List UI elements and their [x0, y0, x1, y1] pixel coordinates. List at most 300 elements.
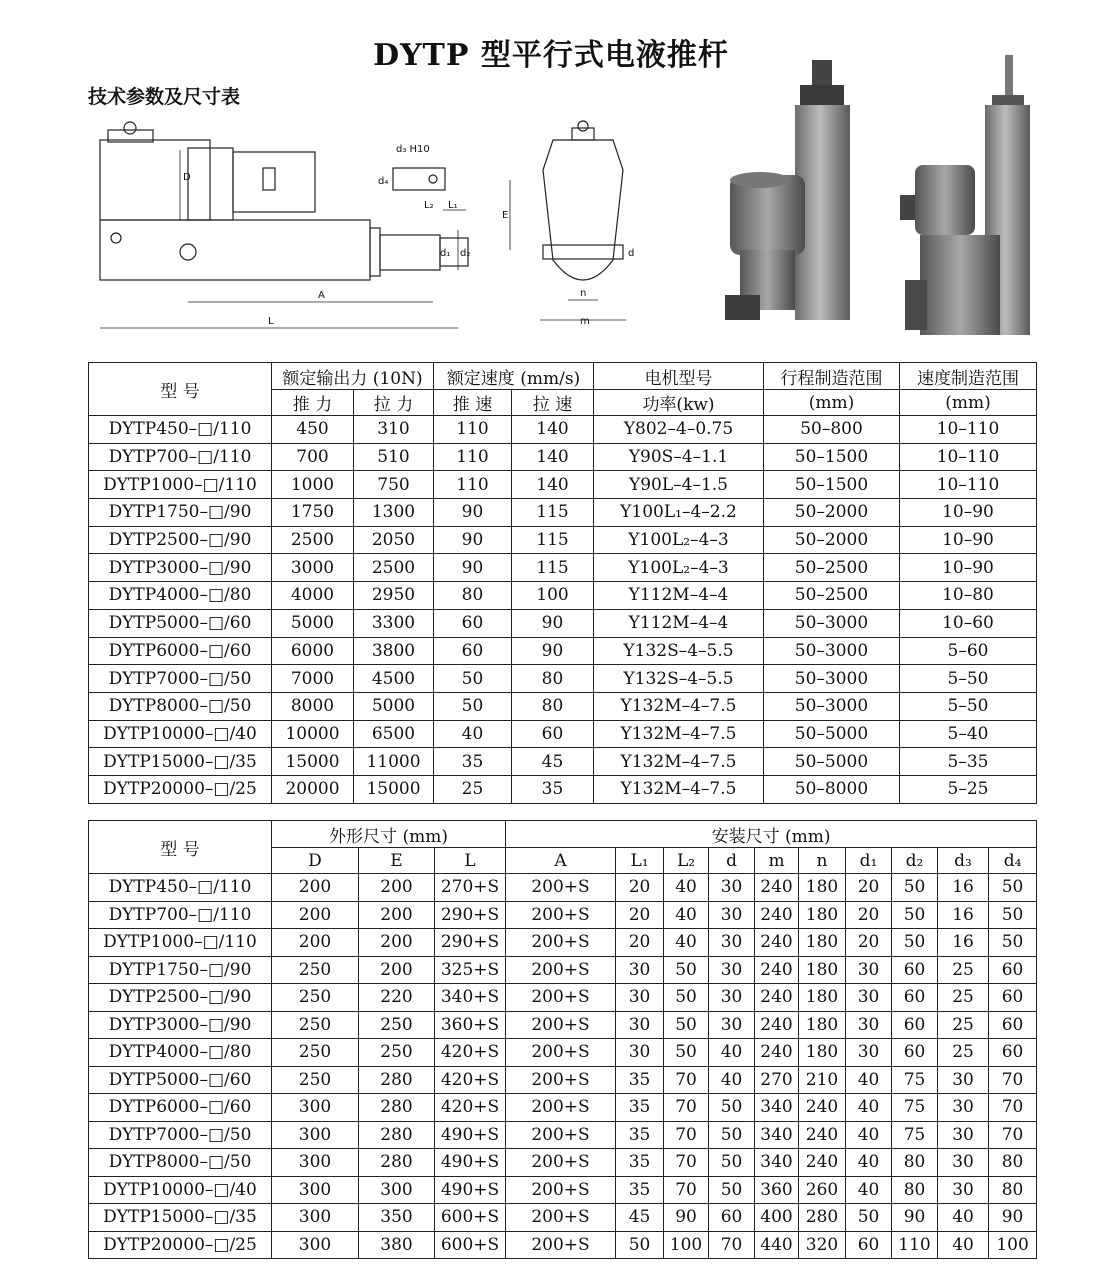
cell-dim-7: 60 — [709, 1204, 755, 1232]
cell-dim-9: 240 — [799, 1149, 846, 1177]
cell-dim-9: 240 — [799, 1094, 846, 1122]
cell-dim-7: 50 — [709, 1149, 755, 1177]
table-row — [89, 471, 1037, 499]
dimension-table-body — [89, 874, 1037, 1259]
cell-dim-8: 270 — [755, 1066, 799, 1094]
cell-pull-speed: 80 — [512, 692, 594, 720]
cell-dim-9: 180 — [799, 929, 846, 957]
cell-dim-3: 490+S — [435, 1149, 506, 1177]
cell-dim-6: 40 — [664, 874, 709, 902]
table-row — [89, 1149, 1037, 1177]
cell-dim-7: 40 — [709, 1066, 755, 1094]
cell-dim-8: 240 — [755, 901, 799, 929]
cell-dim-11: 60 — [892, 956, 938, 984]
table-row — [89, 956, 1037, 984]
cell-pull-force: 15000 — [354, 775, 434, 803]
cell-dim-11: 60 — [892, 984, 938, 1012]
cell-push-speed: 110 — [434, 443, 512, 471]
table-row — [89, 720, 1037, 748]
cell-dim-4: 200+S — [506, 956, 616, 984]
table-row — [89, 665, 1037, 693]
section-subtitle: 技术参数及尺寸表 — [88, 86, 241, 108]
cell-dim-6: 50 — [664, 956, 709, 984]
cell-model: DYTP4000–□/80 — [89, 1039, 272, 1067]
cell-dim-5: 30 — [616, 1011, 664, 1039]
cell-dim-11: 60 — [892, 1011, 938, 1039]
cell-dim-11: 75 — [892, 1094, 938, 1122]
cell-dim-9: 180 — [799, 874, 846, 902]
label-d4: d₄ — [378, 176, 389, 187]
cell-dim-10: 30 — [846, 1039, 892, 1067]
cell-dim-6: 90 — [664, 1204, 709, 1232]
dimension-table — [88, 820, 1037, 1259]
cell-dim-9: 180 — [799, 1039, 846, 1067]
cell-dim-13: 80 — [989, 1176, 1037, 1204]
cell-motor-power: Y132M–4–7.5 — [594, 775, 764, 803]
cell-dim-12: 25 — [938, 1011, 989, 1039]
cell-push-force: 5000 — [272, 609, 354, 637]
cell-dim-12: 16 — [938, 874, 989, 902]
header-col-1: E — [359, 848, 435, 874]
label-n: n — [580, 288, 587, 299]
cell-model: DYTP10000–□/40 — [89, 720, 272, 748]
cell-dim-8: 240 — [755, 874, 799, 902]
table-row — [89, 1066, 1037, 1094]
cell-push-speed: 60 — [434, 637, 512, 665]
cell-dim-11: 110 — [892, 1231, 938, 1259]
cell-dim-2: 280 — [359, 1066, 435, 1094]
cell-dim-5: 35 — [616, 1094, 664, 1122]
cell-dim-5: 20 — [616, 929, 664, 957]
cell-dim-10: 40 — [846, 1066, 892, 1094]
cell-speed-range: 5–40 — [900, 720, 1037, 748]
cell-dim-5: 30 — [616, 1039, 664, 1067]
cell-dim-12: 30 — [938, 1149, 989, 1177]
cell-dim-13: 70 — [989, 1066, 1037, 1094]
cell-push-speed: 60 — [434, 609, 512, 637]
cell-push-force: 20000 — [272, 775, 354, 803]
cell-dim-6: 50 — [664, 1011, 709, 1039]
cell-dim-2: 200 — [359, 901, 435, 929]
header-col-3: A — [506, 848, 616, 874]
table-row — [89, 1121, 1037, 1149]
header-motor-model: 电机型号 — [594, 363, 764, 390]
cell-dim-12: 25 — [938, 956, 989, 984]
cell-push-speed: 35 — [434, 748, 512, 776]
cell-dim-5: 20 — [616, 901, 664, 929]
cell-dim-6: 50 — [664, 984, 709, 1012]
cell-model: DYTP8000–□/50 — [89, 692, 272, 720]
cell-speed-range: 10–110 — [900, 416, 1037, 444]
cell-dim-12: 16 — [938, 929, 989, 957]
cell-dim-3: 420+S — [435, 1039, 506, 1067]
table-row — [89, 443, 1037, 471]
cell-dim-1: 300 — [272, 1149, 359, 1177]
header-install-size: 安装尺寸 (mm) — [506, 821, 1037, 848]
cell-pull-force: 750 — [354, 471, 434, 499]
header-col-11: d₃ — [938, 848, 989, 874]
cell-motor-power: Y100L₁–4–2.2 — [594, 499, 764, 527]
cell-push-speed: 90 — [434, 554, 512, 582]
cell-dim-12: 40 — [938, 1231, 989, 1259]
cell-stroke-range: 50–800 — [764, 416, 900, 444]
header-model: 型 号 — [89, 363, 272, 416]
header-col-8: n — [799, 848, 846, 874]
cell-push-speed: 25 — [434, 775, 512, 803]
cell-pull-speed: 90 — [512, 609, 594, 637]
cell-pull-force: 2050 — [354, 526, 434, 554]
cell-stroke-range: 50–2500 — [764, 554, 900, 582]
cell-dim-4: 200+S — [506, 1176, 616, 1204]
product-photo — [700, 55, 1040, 340]
cell-speed-range: 5–50 — [900, 665, 1037, 693]
cell-dim-2: 250 — [359, 1039, 435, 1067]
cell-pull-speed: 60 — [512, 720, 594, 748]
label-L: L — [268, 316, 274, 327]
cell-model: DYTP5000–□/60 — [89, 609, 272, 637]
cell-stroke-range: 50–2000 — [764, 526, 900, 554]
cell-dim-8: 440 — [755, 1231, 799, 1259]
cell-dim-13: 80 — [989, 1149, 1037, 1177]
cell-dim-1: 300 — [272, 1121, 359, 1149]
label-d2: d₂ — [460, 248, 471, 259]
cell-dim-8: 240 — [755, 1039, 799, 1067]
cell-model: DYTP700–□/110 — [89, 901, 272, 929]
cell-dim-4: 200+S — [506, 1231, 616, 1259]
cell-push-speed: 40 — [434, 720, 512, 748]
cell-push-force: 1750 — [272, 499, 354, 527]
cell-dim-5: 30 — [616, 984, 664, 1012]
table-row — [89, 901, 1037, 929]
table-row — [89, 1204, 1037, 1232]
cell-push-force: 8000 — [272, 692, 354, 720]
cell-dim-11: 90 — [892, 1204, 938, 1232]
header-rated-force: 额定输出力 (10N) — [272, 363, 434, 390]
cell-model: DYTP7000–□/50 — [89, 665, 272, 693]
cell-dim-5: 35 — [616, 1176, 664, 1204]
cell-model: DYTP5000–□/60 — [89, 1066, 272, 1094]
page-title: DYTP 型平行式电液推杆 — [373, 38, 729, 73]
cell-stroke-range: 50–5000 — [764, 720, 900, 748]
header-stroke-unit: (mm) — [764, 390, 900, 416]
cell-dim-10: 20 — [846, 874, 892, 902]
cell-dim-10: 20 — [846, 929, 892, 957]
label-L2: L₂ — [424, 200, 434, 211]
cell-dim-9: 180 — [799, 984, 846, 1012]
cell-push-speed: 110 — [434, 416, 512, 444]
cell-model: DYTP20000–□/25 — [89, 1231, 272, 1259]
cell-dim-1: 250 — [272, 956, 359, 984]
cell-push-force: 15000 — [272, 748, 354, 776]
cell-dim-6: 70 — [664, 1094, 709, 1122]
cell-pull-speed: 140 — [512, 416, 594, 444]
cell-dim-7: 40 — [709, 1039, 755, 1067]
cell-dim-13: 50 — [989, 874, 1037, 902]
cell-dim-1: 300 — [272, 1176, 359, 1204]
cell-model: DYTP1750–□/90 — [89, 956, 272, 984]
cell-stroke-range: 50–5000 — [764, 748, 900, 776]
header-col-7: m — [755, 848, 799, 874]
cell-pull-force: 310 — [354, 416, 434, 444]
cell-motor-power: Y132S–4–5.5 — [594, 637, 764, 665]
cell-dim-13: 60 — [989, 1011, 1037, 1039]
label-D: D — [183, 172, 191, 183]
table-row — [89, 637, 1037, 665]
header-col-9: d₁ — [846, 848, 892, 874]
header-speed-range: 速度制造范围 — [900, 363, 1037, 390]
cell-pull-force: 6500 — [354, 720, 434, 748]
cell-model: DYTP1000–□/110 — [89, 929, 272, 957]
table-row — [89, 929, 1037, 957]
cell-dim-2: 200 — [359, 874, 435, 902]
cell-dim-3: 420+S — [435, 1066, 506, 1094]
cell-pull-force: 11000 — [354, 748, 434, 776]
cell-dim-8: 400 — [755, 1204, 799, 1232]
cell-dim-12: 16 — [938, 901, 989, 929]
cell-dim-10: 60 — [846, 1231, 892, 1259]
cell-pull-force: 2500 — [354, 554, 434, 582]
cell-model: DYTP3000–□/90 — [89, 554, 272, 582]
header-col-0: D — [272, 848, 359, 874]
header-col-6: d — [709, 848, 755, 874]
cell-dim-9: 180 — [799, 956, 846, 984]
cell-dim-1: 250 — [272, 1039, 359, 1067]
cell-dim-5: 20 — [616, 874, 664, 902]
cell-model: DYTP700–□/110 — [89, 443, 272, 471]
cell-dim-9: 240 — [799, 1121, 846, 1149]
cell-dim-2: 380 — [359, 1231, 435, 1259]
cell-model: DYTP450–□/110 — [89, 416, 272, 444]
label-L1: L₁ — [448, 200, 458, 211]
table-row — [89, 984, 1037, 1012]
header-col-2: L — [435, 848, 506, 874]
cell-speed-range: 10–80 — [900, 582, 1037, 610]
cell-push-force: 2500 — [272, 526, 354, 554]
cell-dim-12: 25 — [938, 1039, 989, 1067]
cell-dim-3: 600+S — [435, 1204, 506, 1232]
cell-dim-3: 490+S — [435, 1121, 506, 1149]
cell-dim-7: 50 — [709, 1121, 755, 1149]
cell-push-speed: 90 — [434, 499, 512, 527]
cell-motor-power: Y90S–4–1.1 — [594, 443, 764, 471]
cell-pull-speed: 45 — [512, 748, 594, 776]
cell-dim-8: 340 — [755, 1094, 799, 1122]
cell-dim-10: 20 — [846, 901, 892, 929]
cell-model: DYTP3000–□/90 — [89, 1011, 272, 1039]
cell-dim-4: 200+S — [506, 1204, 616, 1232]
cell-dim-4: 200+S — [506, 1121, 616, 1149]
cell-dim-3: 290+S — [435, 929, 506, 957]
cell-dim-2: 280 — [359, 1149, 435, 1177]
cell-dim-13: 60 — [989, 956, 1037, 984]
cell-pull-speed: 90 — [512, 637, 594, 665]
cell-motor-power: Y100L₂–4–3 — [594, 526, 764, 554]
cell-dim-10: 40 — [846, 1094, 892, 1122]
cell-dim-10: 40 — [846, 1149, 892, 1177]
cell-stroke-range: 50–2500 — [764, 582, 900, 610]
header-col-12: d₄ — [989, 848, 1037, 874]
cell-stroke-range: 50–8000 — [764, 775, 900, 803]
cell-motor-power: Y132M–4–7.5 — [594, 720, 764, 748]
header-speed-range-unit: (mm) — [900, 390, 1037, 416]
label-d1: d₁ — [440, 248, 451, 259]
cell-pull-force: 4500 — [354, 665, 434, 693]
cell-model: DYTP7000–□/50 — [89, 1121, 272, 1149]
cell-dim-1: 250 — [272, 1066, 359, 1094]
cell-dim-6: 50 — [664, 1039, 709, 1067]
cell-dim-4: 200+S — [506, 874, 616, 902]
dimension-drawing — [88, 110, 688, 340]
label-d: d — [628, 248, 635, 259]
cell-dim-8: 240 — [755, 956, 799, 984]
cell-dim-11: 80 — [892, 1176, 938, 1204]
cell-model: DYTP1750–□/90 — [89, 499, 272, 527]
header-col-4: L₁ — [616, 848, 664, 874]
performance-table — [88, 362, 1037, 804]
cell-model: DYTP450–□/110 — [89, 874, 272, 902]
cell-dim-13: 50 — [989, 929, 1037, 957]
cell-stroke-range: 50–3000 — [764, 665, 900, 693]
cell-dim-12: 30 — [938, 1176, 989, 1204]
label-E: E — [502, 210, 509, 221]
cell-dim-7: 50 — [709, 1176, 755, 1204]
cell-push-force: 700 — [272, 443, 354, 471]
cell-dim-11: 50 — [892, 929, 938, 957]
cell-dim-6: 100 — [664, 1231, 709, 1259]
cell-dim-5: 35 — [616, 1121, 664, 1149]
cell-dim-3: 290+S — [435, 901, 506, 929]
cell-speed-range: 5–50 — [900, 692, 1037, 720]
table-row — [89, 1176, 1037, 1204]
table-row — [89, 874, 1037, 902]
cell-pull-speed: 115 — [512, 499, 594, 527]
cell-dim-2: 280 — [359, 1121, 435, 1149]
cell-model: DYTP2500–□/90 — [89, 526, 272, 554]
cell-model: DYTP2500–□/90 — [89, 984, 272, 1012]
cell-pull-force: 2950 — [354, 582, 434, 610]
cell-push-speed: 90 — [434, 526, 512, 554]
cell-dim-4: 200+S — [506, 1066, 616, 1094]
table-row — [89, 499, 1037, 527]
cell-model: DYTP15000–□/35 — [89, 1204, 272, 1232]
cell-stroke-range: 50–3000 — [764, 692, 900, 720]
header-stroke-range: 行程制造范围 — [764, 363, 900, 390]
cell-dim-9: 210 — [799, 1066, 846, 1094]
cell-stroke-range: 50–2000 — [764, 499, 900, 527]
header-push-force: 推 力 — [272, 390, 354, 416]
cell-dim-11: 80 — [892, 1149, 938, 1177]
cell-dim-5: 45 — [616, 1204, 664, 1232]
cell-dim-1: 300 — [272, 1231, 359, 1259]
cell-pull-force: 3300 — [354, 609, 434, 637]
label-A: A — [318, 290, 325, 301]
cell-dim-7: 70 — [709, 1231, 755, 1259]
cell-speed-range: 10–110 — [900, 471, 1037, 499]
table-row — [89, 1039, 1037, 1067]
header-push-speed: 推 速 — [434, 390, 512, 416]
cell-dim-8: 240 — [755, 929, 799, 957]
cell-dim-9: 280 — [799, 1204, 846, 1232]
cell-push-speed: 50 — [434, 665, 512, 693]
cell-model: DYTP10000–□/40 — [89, 1176, 272, 1204]
cell-dim-1: 250 — [272, 984, 359, 1012]
label-m: m — [580, 316, 590, 327]
cell-dim-13: 50 — [989, 901, 1037, 929]
cell-dim-7: 30 — [709, 956, 755, 984]
cell-speed-range: 10–90 — [900, 554, 1037, 582]
cell-dim-11: 50 — [892, 874, 938, 902]
header-power: 功率(kw) — [594, 390, 764, 416]
cell-model: DYTP8000–□/50 — [89, 1149, 272, 1177]
cell-dim-11: 75 — [892, 1066, 938, 1094]
cell-dim-4: 200+S — [506, 1149, 616, 1177]
cell-dim-6: 70 — [664, 1121, 709, 1149]
cell-dim-13: 90 — [989, 1204, 1037, 1232]
cell-pull-speed: 115 — [512, 554, 594, 582]
table-row — [89, 692, 1037, 720]
cell-motor-power: Y90L–4–1.5 — [594, 471, 764, 499]
cell-dim-6: 70 — [664, 1149, 709, 1177]
cell-motor-power: Y100L₂–4–3 — [594, 554, 764, 582]
cell-dim-7: 30 — [709, 984, 755, 1012]
cell-dim-3: 360+S — [435, 1011, 506, 1039]
cell-speed-range: 10–90 — [900, 526, 1037, 554]
cell-pull-force: 5000 — [354, 692, 434, 720]
cell-model: DYTP6000–□/60 — [89, 1094, 272, 1122]
cell-dim-12: 25 — [938, 984, 989, 1012]
cell-dim-7: 30 — [709, 901, 755, 929]
cell-pull-force: 3800 — [354, 637, 434, 665]
cell-motor-power: Y132S–4–5.5 — [594, 665, 764, 693]
table-row — [89, 554, 1037, 582]
cell-stroke-range: 50–1500 — [764, 471, 900, 499]
cell-dim-2: 200 — [359, 956, 435, 984]
cell-motor-power: Y132M–4–7.5 — [594, 692, 764, 720]
cell-pull-speed: 35 — [512, 775, 594, 803]
cell-dim-9: 180 — [799, 1011, 846, 1039]
cell-model: DYTP4000–□/80 — [89, 582, 272, 610]
cell-speed-range: 10–110 — [900, 443, 1037, 471]
table-row — [89, 1011, 1037, 1039]
cell-motor-power: Y112M–4–4 — [594, 582, 764, 610]
table-row — [89, 526, 1037, 554]
cell-motor-power: Y802–4–0.75 — [594, 416, 764, 444]
table-row — [89, 416, 1037, 444]
cell-dim-2: 350 — [359, 1204, 435, 1232]
cell-dim-7: 30 — [709, 874, 755, 902]
header-pull-force: 拉 力 — [354, 390, 434, 416]
cell-dim-6: 40 — [664, 901, 709, 929]
cell-push-force: 7000 — [272, 665, 354, 693]
cell-dim-11: 50 — [892, 901, 938, 929]
cell-model: DYTP15000–□/35 — [89, 748, 272, 776]
cell-dim-2: 250 — [359, 1011, 435, 1039]
cell-dim-1: 250 — [272, 1011, 359, 1039]
cell-pull-speed: 80 — [512, 665, 594, 693]
cell-dim-7: 50 — [709, 1094, 755, 1122]
cell-stroke-range: 50–3000 — [764, 637, 900, 665]
cell-dim-1: 200 — [272, 901, 359, 929]
cell-dim-10: 30 — [846, 956, 892, 984]
table-row — [89, 1231, 1037, 1259]
cell-dim-8: 340 — [755, 1149, 799, 1177]
cell-pull-force: 510 — [354, 443, 434, 471]
cell-model: DYTP6000–□/60 — [89, 637, 272, 665]
cell-speed-range: 5–60 — [900, 637, 1037, 665]
cell-pull-speed: 140 — [512, 443, 594, 471]
cell-push-speed: 50 — [434, 692, 512, 720]
cell-dim-9: 180 — [799, 901, 846, 929]
